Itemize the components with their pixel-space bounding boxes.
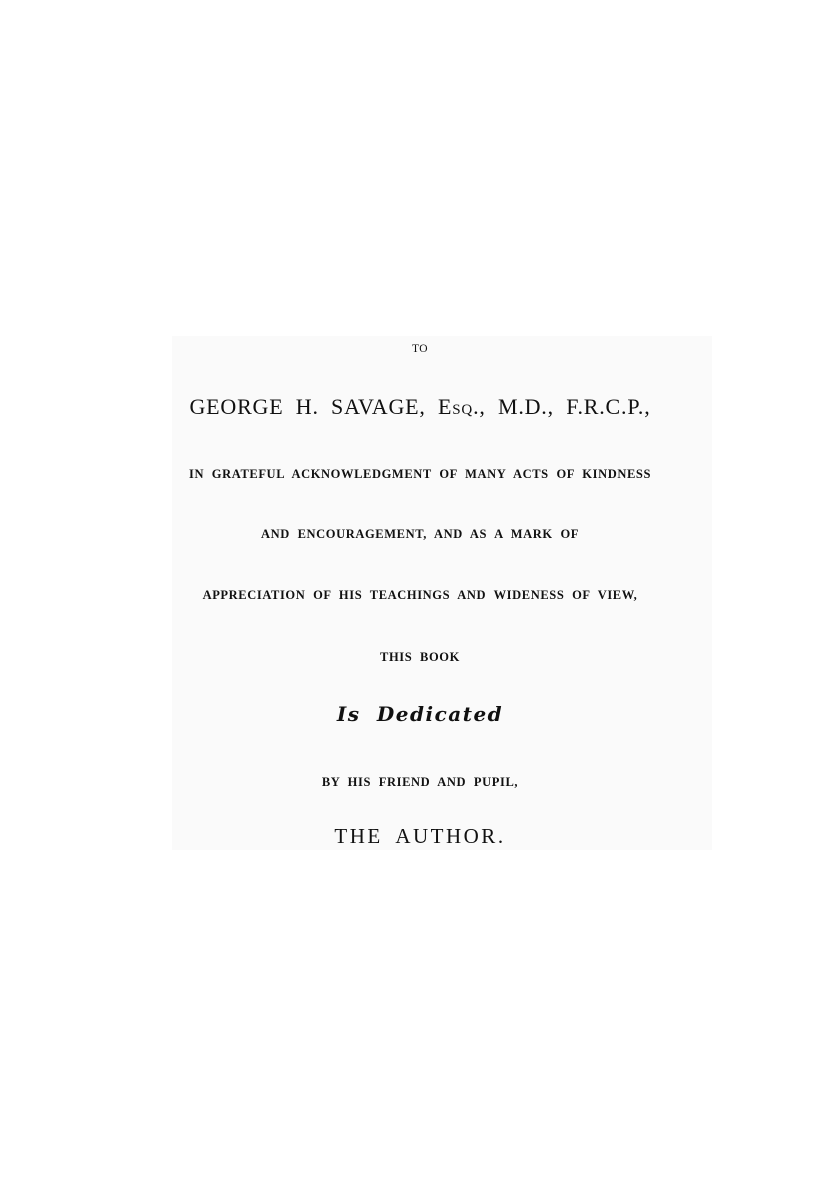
dedication-line-1: IN GRATEFUL ACKNOWLEDGMENT OF MANY ACTS OF KINDNESS <box>188 467 651 481</box>
dedication-line-3: APPRECIATION OF HIS TEACHINGS AND WIDENESS OF VIEW, <box>202 588 638 602</box>
dedicatee-name <box>0 394 840 420</box>
dedication-line-5: BY HIS FRIEND AND PUPIL, <box>321 775 519 789</box>
esq-initial: E <box>438 394 453 419</box>
is-dedicated-blackletter: Is Dedicated <box>336 702 504 726</box>
esq-smallcaps: SQ <box>452 402 474 418</box>
dedication-line-4: THIS BOOK <box>380 650 460 664</box>
dedication-line-2: AND ENCOURAGEMENT, AND AS A MARK OF <box>260 527 580 541</box>
dedicatee-degrees: ., M.D., F.R.C.P., <box>473 394 651 419</box>
dedicatee-name-main: GEORGE H. SAVAGE, <box>189 394 426 419</box>
dedication-to: TO <box>411 343 429 355</box>
author-signature: THE AUTHOR. <box>334 824 506 848</box>
